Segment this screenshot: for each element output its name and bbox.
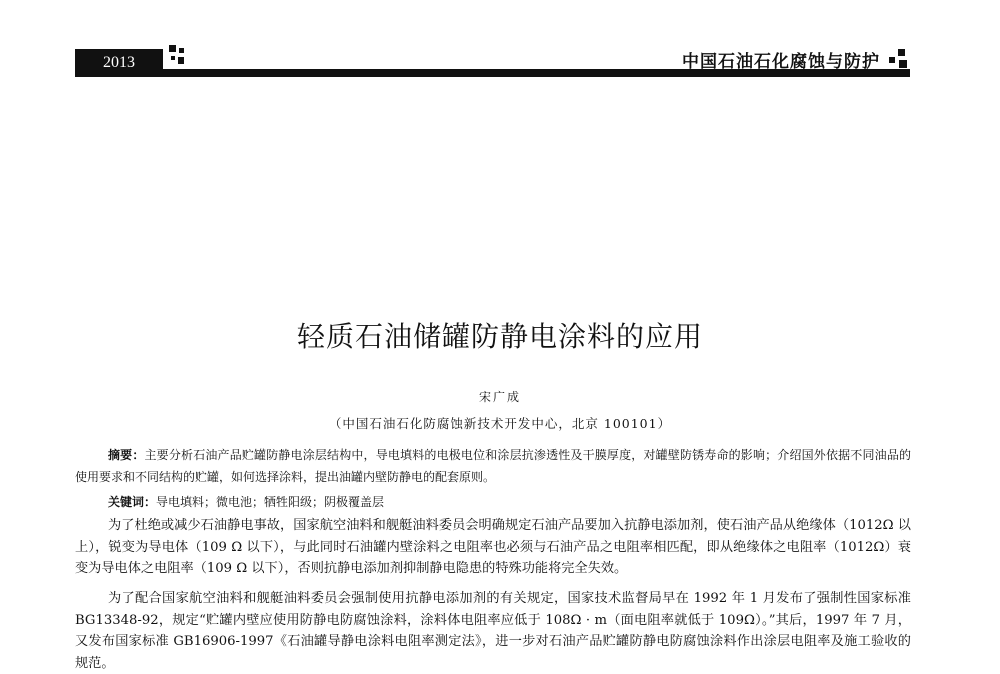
affiliation: （中国石油石化防腐蚀新技术开发中心，北京 100101） [328,416,672,431]
keywords-label: 关键词： [108,495,157,509]
keywords-text: 导电填料；微电池；牺牲阳级；阴极覆盖层 [156,495,385,509]
article-title: 轻质石油储罐防静电涂料的应用 [296,320,703,353]
abstract-label: 摘要： [108,448,145,462]
checker-ornament-icon [886,47,910,71]
checker-ornament-icon [167,43,193,69]
body-paragraph-2: 为了配合国家航空油料和舰艇油料委员会强制使用抗静电添加剂的有关规定，国家技术监督局早在 1992 年 1 月发布了强制性国家标准 BG13348-92，规定“贮罐内壁应使用防静电防腐蚀涂料，涂料体电阻率应低于 108Ω · m（面电阻率就低于 109Ω）。”其后，1997 年 7 月，又发布国家标准 GB16906-1997《石油罐导静电涂料电阻率测定法》，进一步对石油产品贮罐防静电防腐蚀涂料作出涂层电阻率及施工验收的规范。 [75,591,911,671]
header-bar [75,49,910,77]
keywords [108,491,384,513]
abstract-text: 主要分析石油产品贮罐防静电涂层结构中，导电填料的电极电位和涂层抗渗透性及干膜厚度，对罐壁防锈寿命的影响；介绍国外依据不同油品的使用要求和不同结构的贮罐，如何选择涂料，提出油罐内壁防静电的配套原则。 [75,448,911,484]
body-paragraph-1: 为了杜绝或减少石油静电事故，国家航空油料和舰艇油料委员会明确规定石油产品要加入抗静电添加剂，使石油产品从绝缘体（1012Ω 以上），锐变为导电体（109 Ω 以下），与此同时石油罐内壁涂料之电阻率也必须与石油产品之电阻率相匹配，即从绝缘体之电阻率（1012Ω）衰变为导电体之电阻率（109 Ω 以下），否则抗静电添加剂抑制静电隐患的特殊功能将完全失效。 [75,518,911,576]
author-name: 宋广成 [478,390,521,404]
abstract [75,444,911,488]
journal-name: 中国石油石化腐蚀与防护 [682,52,880,72]
header-year: 2013 [103,54,135,71]
